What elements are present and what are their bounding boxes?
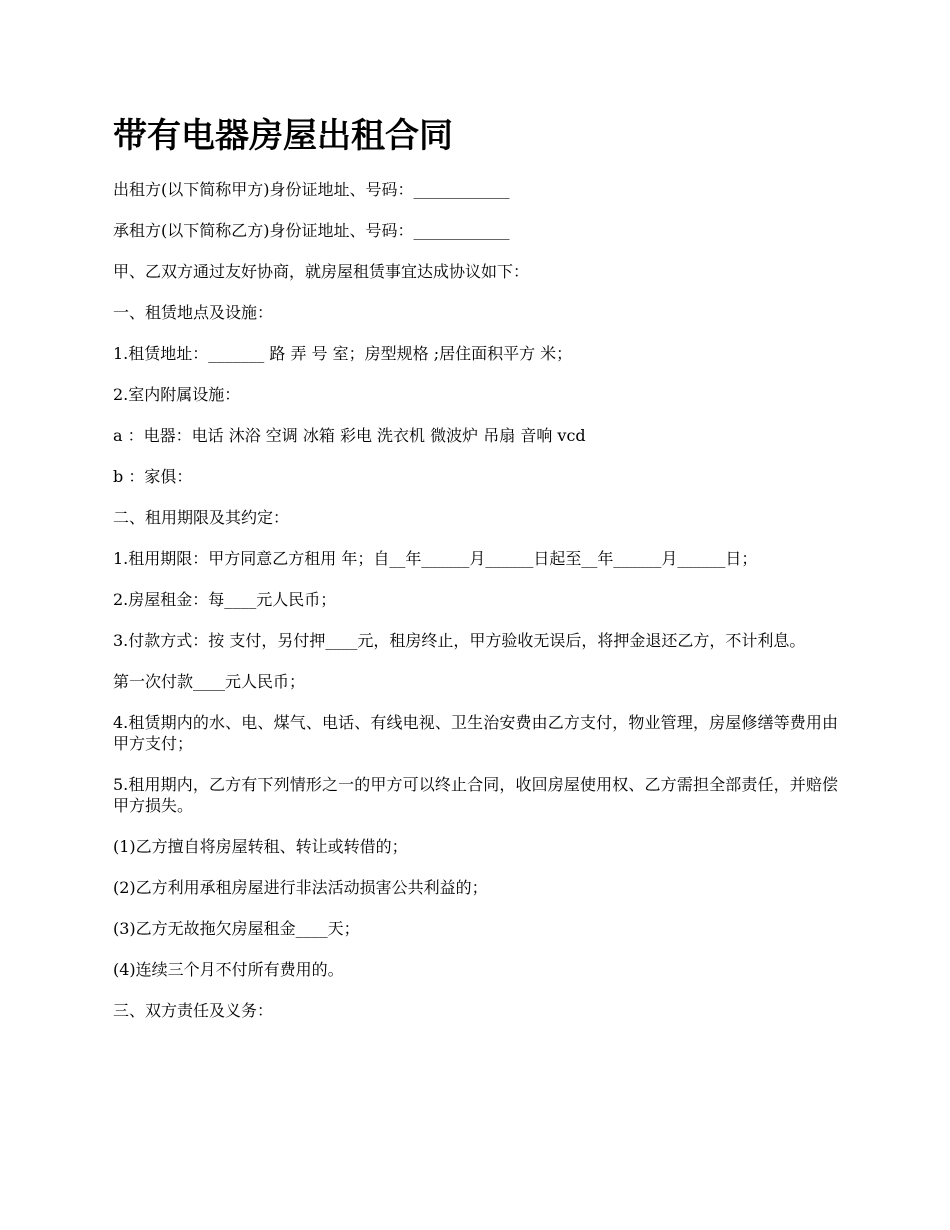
lessor-id-line: 出租方(以下简称甲方)身份证地址、号码：____________: [113, 180, 510, 199]
agreement-intro: 甲、乙双方通过友好协商，就房屋租赁事宜达成协议如下：: [113, 262, 530, 281]
termination-item-3: (3)乙方无故拖欠房屋租金____天；: [113, 919, 360, 938]
clause-payment-method: 3.付款方式：按 支付，另付押____元，租房终止，甲方验收无误后，将押金退还乙方，不计利息。: [113, 631, 806, 650]
termination-item-1: (1)乙方擅自将房屋转租、转让或转借的；: [113, 837, 408, 856]
clause-furniture: b ：家俱：: [113, 467, 193, 486]
clause-rental-address: 1.租赁地址：_______ 路 弄 号 室；房型规格 ;居住面积平方 米；: [113, 344, 573, 363]
termination-item-2: (2)乙方利用承租房屋进行非法活动损害公共利益的；: [113, 878, 488, 897]
clause-first-payment: 第一次付款____元人民币；: [113, 672, 306, 691]
document-page: [113, 112, 838, 1041]
clause-facilities: 2.室内附属设施：: [113, 385, 241, 404]
clause-appliances: a ：电器：电话 沐浴 空调 冰箱 彩电 洗衣机 微波炉 吊扇 音响 vcd: [113, 426, 586, 445]
section-heading-term: 二、租用期限及其约定：: [113, 508, 290, 527]
section-heading-location: 一、租赁地点及设施：: [113, 303, 274, 322]
document-title: 带有电器房屋出租合同: [113, 116, 453, 156]
clause-rent: 2.房屋租金：每____元人民币；: [113, 590, 337, 609]
clause-termination: 5.租用期内，乙方有下列情形之一的甲方可以终止合同，收回房屋使用权、乙方需担全部责任，并赔偿甲方损失。: [113, 775, 838, 815]
clause-rental-term: 1.租用期限：甲方同意乙方租用 年；自__年______月______日起至__年______月______日；: [113, 549, 758, 568]
clause-utilities: 4.租赁期内的水、电、煤气、电话、有线电视、卫生治安费由乙方支付，物业管理，房屋修缮等费用由甲方支付；: [113, 713, 838, 753]
lessee-id-line: 承租方(以下简称乙方)身份证地址、号码：____________: [113, 221, 510, 240]
section-heading-responsibilities: 三、双方责任及义务：: [113, 1001, 274, 1020]
termination-item-4: (4)连续三个月不付所有费用的。: [113, 960, 344, 979]
